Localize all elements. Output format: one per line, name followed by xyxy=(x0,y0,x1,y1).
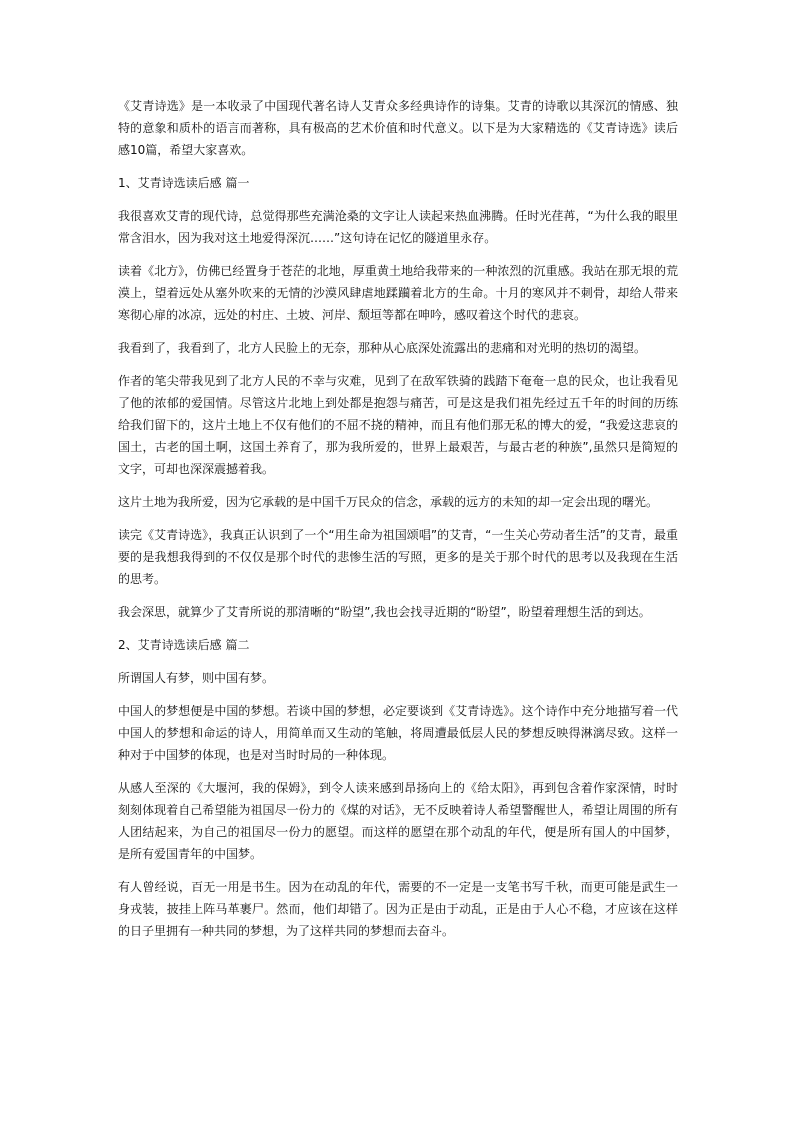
document-page xyxy=(118,95,678,953)
paragraph: 中国人的梦想便是中国的梦想。若谈中国的梦想，必定要谈到《艾青诗选》。这个诗作中充分地描写着一代中国人的梦想和命运的诗人，用简单而又生动的笔触，将周遭最低层人民的梦想反映得淋漓尽致。这样一种对于中国梦的体现，也是对当时时局的一种体现。 xyxy=(118,704,678,762)
section-2-heading: 2、艾青诗选读后感 篇二 xyxy=(118,638,250,652)
paragraph: 我会深思，就算少了艾青所说的那清晰的“盼望”,我也会找寻近期的“盼望”，盼望着理想生活的到达。 xyxy=(118,605,651,619)
paragraph: 从感人至深的《大堰河，我的保姆》，到令人读来感到昂扬向上的《给太阳》，再到包含着作家深情，时时刻刻体现着自己希望能为祖国尽一份力的《煤的对话》，无不反映着诗人希望警醒世人，希望让周围的所有人团结起来，为自己的祖国尽一份力的愿望。而这样的愿望在那个动乱的年代，便是所有国人的中国梦，是所有爱国青年的中国梦。 xyxy=(118,781,678,861)
paragraph: 这片土地为我所爱，因为它承载的是中国千万民众的信念，承载的远方的未知的却一定会出现的曙光。 xyxy=(118,495,659,509)
paragraph: 读完《艾青诗选》，我真正认识到了一个“用生命为祖国颂唱”的艾青，“一生关心劳动者生活”的艾青，最重要的是我想我得到的不仅仅是那个时代的悲惨生活的写照，更多的是关于那个时代的思考以及我现在生活的思考。 xyxy=(118,528,678,586)
paragraph: 有人曾经说，百无一用是书生。因为在动乱的年代，需要的不一定是一支笔书写千秋，而更可能是武生一身戎装，披挂上阵马革裹尸。然而，他们却错了。因为正是由于动乱，正是由于人心不稳，才应该在这样的日子里拥有一种共同的梦想，为了这样共同的梦想而去奋斗。 xyxy=(118,880,678,938)
paragraph: 所谓国人有梦，则中国有梦。 xyxy=(118,671,275,685)
paragraph: 我很喜欢艾青的现代诗，总觉得那些充满沧桑的文字让人读起来热血沸腾。任时光荏苒，“为什么我的眼里常含泪水，因为我对这土地爱得深沉……”这句诗在记忆的隧道里永存。 xyxy=(118,209,678,245)
paragraph: 读着《北方》，仿佛已经置身于苍茫的北地，厚重黄土地给我带来的一种浓烈的沉重感。我站在那无垠的荒漠上，望着远处从塞外吹来的无情的沙漠风肆虐地蹂躏着北方的生命。十月的寒风并不刺骨，却给人带来寒彻心扉的冰凉，远处的村庄、土坡、河岸、颓垣等都在呻吟，感叹着这个时代的悲哀。 xyxy=(118,264,678,322)
section-1-heading: 1、艾青诗选读后感 篇一 xyxy=(118,176,250,190)
paragraph: 作者的笔尖带我见到了北方人民的不幸与灾难，见到了在敌军铁骑的践踏下奄奄一息的民众，也让我看见了他的浓郁的爱国情。尽管这片北地上到处都是抱怨与痛苦，可是这是我们祖先经过五千年的时间的历练给我们留下的，这片土地上不仅有他们的不屈不挠的精神，而且有他们那无私的博大的爱，“我爱这悲哀的国土，古老的国土啊，这国土养育了，那为我所爱的，世界上最艰苦，与最古老的种族”,虽然只是简短的文字，可却也深深震撼着我。 xyxy=(118,374,678,476)
paragraph: 我看到了，我看到了，北方人民脸上的无奈，那种从心底深处流露出的悲痛和对光明的热切的渴望。 xyxy=(118,341,647,355)
intro-paragraph: 《艾青诗选》是一本收录了中国现代著名诗人艾青众多经典诗作的诗集。艾青的诗歌以其深沉的情感、独特的意象和质朴的语言而著称，具有极高的艺术价值和时代意义。以下是为大家精选的《艾青诗选》读后感10篇，希望大家喜欢。 xyxy=(118,99,678,157)
